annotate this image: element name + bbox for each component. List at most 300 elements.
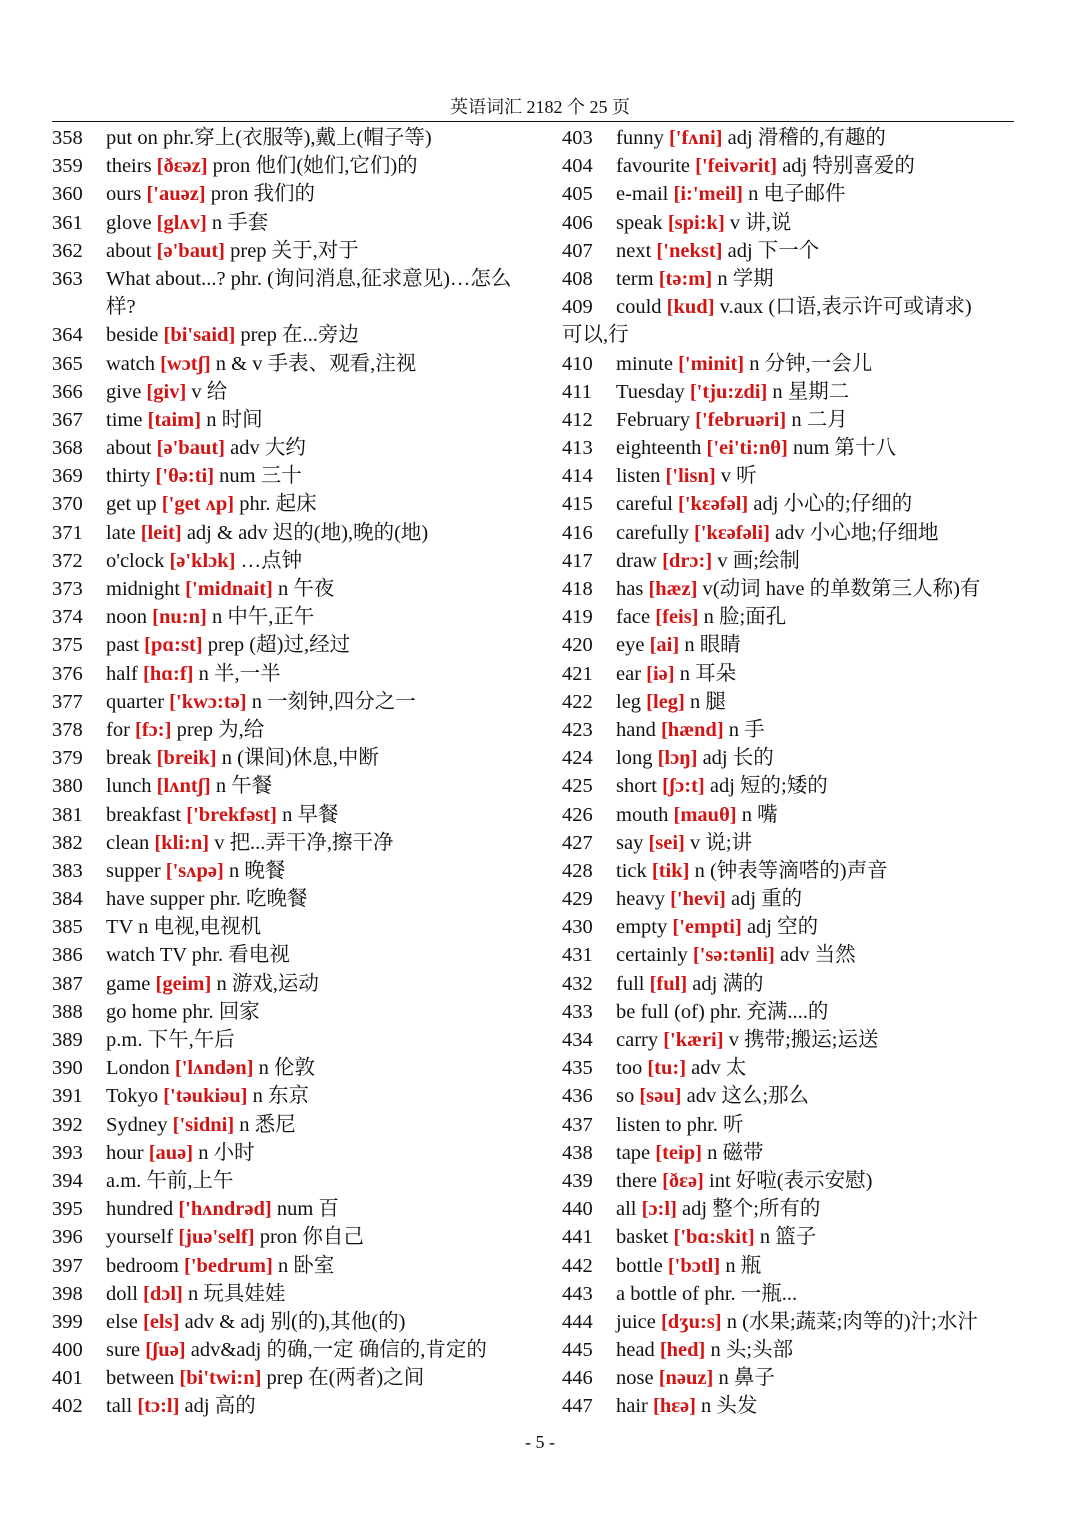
entry-gloss: adj 下一个 <box>727 239 820 262</box>
entry-word: favourite <box>616 155 690 178</box>
entry-gloss: n (水果;蔬菜;肉等的)汁;水汁 <box>726 1310 978 1333</box>
entry-gloss: adj 重的 <box>731 888 803 911</box>
entry-gloss: n 分钟,一会儿 <box>749 352 873 375</box>
entry-phonetic: [nu:n] <box>152 606 207 629</box>
entry-number: 380 <box>52 775 83 798</box>
entry-phonetic: [els] <box>143 1310 180 1333</box>
entry-phonetic: [dɔl] <box>143 1282 183 1305</box>
entry-number: 403 <box>562 127 593 149</box>
entry-text <box>106 1082 309 1110</box>
entry-gloss: phr. 听 <box>686 1113 744 1136</box>
entry-text <box>616 857 888 885</box>
vocab-entry <box>562 1392 1022 1420</box>
entry-phonetic: [tɔ:l] <box>137 1395 180 1418</box>
entry-gloss: n 东京 <box>252 1085 309 1108</box>
entry-gloss: n 头;头部 <box>710 1339 794 1362</box>
entry-word: so <box>616 1085 635 1108</box>
vocab-entry <box>52 857 527 885</box>
entry-text <box>106 744 379 772</box>
entry-word: get up <box>106 493 157 516</box>
vocab-entry <box>52 209 527 237</box>
entry-number: 358 <box>52 127 83 149</box>
entry-word: game <box>106 972 151 995</box>
entry-number: 399 <box>52 1310 83 1333</box>
entry-word: tape <box>616 1141 651 1164</box>
entry-gloss: adv&adj 的确,一定 确信的,肯定的 <box>190 1339 487 1362</box>
vocab-entry <box>562 1364 1022 1392</box>
entry-number: 402 <box>52 1395 83 1418</box>
entry-phonetic: ['kɛəfəl] <box>678 493 749 516</box>
entry-gloss: adj 长的 <box>702 747 774 770</box>
entry-phonetic: [geim] <box>155 972 212 995</box>
entry-number: 379 <box>52 747 83 770</box>
vocab-entry <box>562 434 1022 462</box>
entry-gloss: adv 大约 <box>230 437 306 460</box>
vocab-entry <box>562 1167 1022 1195</box>
entry-word: could <box>616 296 662 319</box>
vocab-entry <box>562 801 1022 829</box>
entry-number: 382 <box>52 831 83 854</box>
entry-phonetic: [ʃɔ:t] <box>662 775 705 798</box>
entry-gloss: 午前,上午 <box>146 1169 234 1192</box>
entry-word: else <box>106 1310 138 1333</box>
entry-phonetic: [ful] <box>649 972 688 995</box>
entry-text <box>616 575 980 603</box>
entry-phonetic: ['tju:zdi] <box>689 380 768 403</box>
entry-number: 411 <box>562 380 592 403</box>
entry-gloss: n 玩具娃娃 <box>188 1282 286 1305</box>
vocab-entry <box>562 970 1022 998</box>
vocab-entry <box>52 1167 527 1195</box>
vocab-entry <box>52 941 527 969</box>
entry-text <box>616 603 786 631</box>
entry-word: listen to <box>616 1113 682 1136</box>
entry-number: 377 <box>52 690 83 713</box>
vocab-entry <box>52 998 527 1026</box>
vocab-entry <box>52 265 527 321</box>
entry-number: 405 <box>562 183 593 206</box>
entry-phonetic: ['kwɔ:tə] <box>169 690 247 713</box>
entry-gloss: adj 滑稽的,有趣的 <box>727 127 886 149</box>
entry-gloss: n 电视,电视机 <box>138 916 262 939</box>
vocab-entry <box>52 1082 527 1110</box>
entry-phonetic: [juə'self] <box>178 1226 255 1249</box>
entry-text <box>106 1111 296 1139</box>
entry-word: long <box>616 747 653 770</box>
vocab-entry <box>52 631 527 659</box>
entry-number: 397 <box>52 1254 83 1277</box>
entry-text <box>616 1054 746 1082</box>
entry-text <box>106 716 264 744</box>
vocab-entry <box>52 885 527 913</box>
entry-text <box>106 406 263 434</box>
entry-gloss: adv 小心地;仔细地 <box>775 521 939 544</box>
entry-phonetic: ['feivərit] <box>695 155 778 178</box>
entry-phonetic: [leg] <box>646 690 685 713</box>
entry-word: leg <box>616 690 642 713</box>
entry-phonetic: [feis] <box>655 606 699 629</box>
vocab-entry <box>562 744 1022 772</box>
entry-text <box>616 1223 816 1251</box>
entry-word: sure <box>106 1339 141 1362</box>
entry-phonetic: [bi'said] <box>163 324 236 347</box>
entry-gloss: prep 关于,对于 <box>230 239 359 262</box>
entry-text <box>106 547 302 575</box>
entry-phonetic: [iə] <box>646 662 675 685</box>
entry-number: 393 <box>52 1141 83 1164</box>
entry-word: about <box>106 437 152 460</box>
entry-gloss: phr. 充满....的 <box>709 1000 829 1023</box>
entry-number: 412 <box>562 408 593 431</box>
vocab-entry <box>562 772 1022 800</box>
entry-word: glove <box>106 211 152 234</box>
entry-word: tall <box>106 1395 133 1418</box>
entry-text <box>106 857 285 885</box>
entry-gloss: n 腿 <box>690 690 726 713</box>
entry-gloss: n 嘴 <box>741 803 778 826</box>
entry-number: 367 <box>52 408 83 431</box>
entry-text <box>106 772 272 800</box>
entry-phonetic: [nəuz] <box>658 1367 714 1390</box>
vocab-entry <box>562 124 1022 152</box>
entry-text <box>616 1252 761 1280</box>
entry-word: between <box>106 1367 175 1390</box>
vocab-entry <box>52 519 527 547</box>
vocab-entry <box>562 1026 1022 1054</box>
entry-text <box>616 941 856 969</box>
entry-gloss: n 耳朵 <box>679 662 737 685</box>
vocab-entry <box>562 378 1022 406</box>
entry-number: 432 <box>562 972 593 995</box>
entry-word: o'clock <box>106 549 165 572</box>
entry-gloss: n 学期 <box>717 267 774 290</box>
entry-text <box>106 237 359 265</box>
vocab-entry <box>562 490 1022 518</box>
entry-word: watch <box>106 352 155 375</box>
entry-word: breakfast <box>106 803 182 826</box>
vocab-entry <box>52 547 527 575</box>
vocab-entry <box>52 1336 527 1364</box>
entry-text <box>106 1223 364 1251</box>
vocab-entry <box>562 547 1022 575</box>
entry-gloss: n 磁带 <box>707 1141 764 1164</box>
entry-text <box>106 998 260 1026</box>
entry-gloss: n 篮子 <box>759 1226 817 1249</box>
entry-word: face <box>616 606 651 629</box>
entry-word: too <box>616 1057 643 1080</box>
entry-phonetic: [spi:k] <box>667 211 725 234</box>
entry-phonetic: [glʌv] <box>156 211 207 234</box>
entry-word: hour <box>106 1141 144 1164</box>
entry-text <box>616 378 849 406</box>
entry-gloss: v(动词 have 的单数第三人称)有 <box>702 578 981 600</box>
entry-number: 400 <box>52 1339 83 1362</box>
entry-number: 376 <box>52 662 83 685</box>
entry-word: tick <box>616 859 647 882</box>
entry-number: 410 <box>562 352 593 375</box>
entry-number: 406 <box>562 211 593 234</box>
entry-phonetic: [tə:m] <box>658 267 713 290</box>
entry-gloss: adv & adj 别(的),其他(的) <box>184 1310 406 1333</box>
vocab-entry <box>52 1280 527 1308</box>
entry-gloss: phr. 吃晚餐 <box>209 888 308 911</box>
entry-number: 383 <box>52 859 83 882</box>
entry-gloss: pron 你自己 <box>259 1226 364 1249</box>
entry-number: 436 <box>562 1085 593 1108</box>
entry-number: 378 <box>52 718 83 741</box>
vocab-entry <box>562 1082 1022 1110</box>
entry-gloss: n 电子邮件 <box>748 183 846 206</box>
vocab-entry <box>562 1280 1022 1308</box>
entry-gloss: adv 当然 <box>779 944 856 967</box>
entry-gloss: n 二月 <box>791 408 848 431</box>
entry-word: give <box>106 380 142 403</box>
entry-number: 359 <box>52 155 83 178</box>
entry-word: heavy <box>616 888 665 911</box>
vocab-entry <box>562 631 1022 659</box>
entry-word: basket <box>616 1226 669 1249</box>
entry-word: time <box>106 408 143 431</box>
entry-word: late <box>106 521 136 544</box>
entry-number: 428 <box>562 859 593 882</box>
vocab-entry <box>52 829 527 857</box>
entry-word: thirty <box>106 465 151 488</box>
entry-number: 429 <box>562 888 593 911</box>
entry-word: minute <box>616 352 673 375</box>
vocab-entry <box>52 237 527 265</box>
entry-word: eighteenth <box>616 437 702 460</box>
entry-phonetic: [breik] <box>156 747 217 770</box>
entry-word: a.m. <box>106 1169 142 1192</box>
entry-word: hand <box>616 718 656 741</box>
entry-word: go home <box>106 1000 178 1023</box>
vocab-entry <box>52 321 527 349</box>
vocab-entry <box>562 406 1022 434</box>
entry-text <box>106 941 290 969</box>
entry-number: 438 <box>562 1141 593 1164</box>
entry-gloss: adj 高的 <box>184 1395 256 1418</box>
entry-word: all <box>616 1198 637 1221</box>
entry-number: 388 <box>52 1000 83 1023</box>
entry-number: 372 <box>52 549 83 572</box>
entry-text <box>616 265 774 293</box>
entry-text <box>106 631 350 659</box>
entry-text <box>106 1195 339 1223</box>
entry-phonetic: [fɔ:] <box>135 718 172 741</box>
entry-number: 371 <box>52 521 83 544</box>
vocab-entry <box>52 970 527 998</box>
entry-phonetic: [drɔ:] <box>662 549 713 572</box>
entry-gloss-continued: 可以,行 <box>562 324 629 347</box>
entry-gloss: n 眼睛 <box>684 634 741 657</box>
entry-word: clean <box>106 831 150 854</box>
entry-gloss: n 小时 <box>198 1141 255 1164</box>
entry-text <box>616 688 726 716</box>
entry-text <box>106 1336 487 1364</box>
entry-number: 422 <box>562 690 593 713</box>
entry-text <box>616 237 819 265</box>
entry-number: 420 <box>562 634 593 657</box>
entry-word: beside <box>106 324 159 347</box>
entry-phonetic: [kud] <box>666 296 715 319</box>
entry-phonetic: ['hevi] <box>670 888 726 911</box>
entry-number: 398 <box>52 1282 83 1305</box>
entry-number: 361 <box>52 211 83 234</box>
entry-gloss: v 给 <box>191 380 228 403</box>
entry-number: 394 <box>52 1169 83 1192</box>
entry-gloss: phr. 回家 <box>182 1000 260 1023</box>
entry-phonetic: [hæz] <box>648 578 698 600</box>
entry-gloss: n 晚餐 <box>228 859 286 882</box>
entry-phonetic: [hɛə] <box>653 1395 696 1418</box>
entry-gloss: adj 特别喜爱的 <box>782 155 915 178</box>
entry-word: juice <box>616 1310 656 1333</box>
entry-number: 404 <box>562 155 593 178</box>
entry-phonetic: [ə'baut] <box>156 437 225 460</box>
vocab-entry <box>562 1308 1022 1336</box>
entry-gloss: n 一刻钟,四分之一 <box>251 690 416 713</box>
entry-word: funny <box>616 127 664 149</box>
entry-text <box>616 829 752 857</box>
entry-text <box>616 1111 744 1139</box>
entry-phonetic: [lɔŋ] <box>657 747 698 770</box>
entry-number: 370 <box>52 493 83 516</box>
entry-gloss: 下午,午后 <box>147 1029 235 1052</box>
entry-word: e-mail <box>616 183 669 206</box>
entry-gloss: n 手套 <box>211 211 269 234</box>
entry-gloss: adj & adv 迟的(地),晚的(地) <box>186 521 429 544</box>
entry-gloss: n 卧室 <box>277 1254 335 1277</box>
entry-phonetic: ['midnait] <box>185 578 273 601</box>
entry-number: 439 <box>562 1169 593 1192</box>
entry-word: term <box>616 267 654 290</box>
entry-text <box>616 209 791 237</box>
vocab-entry <box>562 913 1022 941</box>
entry-text <box>106 462 302 490</box>
entry-phonetic: [ðɛə] <box>662 1169 704 1192</box>
entry-text <box>616 293 972 321</box>
entry-word: carry <box>616 1029 659 1051</box>
entry-text <box>616 462 757 490</box>
entry-text <box>106 660 281 688</box>
vocab-column-left <box>52 124 527 1421</box>
entry-word: p.m. <box>106 1029 143 1052</box>
entry-number: 375 <box>52 634 83 657</box>
entry-word: say <box>616 831 644 854</box>
entry-gloss: n 星期二 <box>772 380 850 403</box>
entry-phonetic: ['kæri] <box>663 1029 724 1051</box>
entry-number: 387 <box>52 972 83 995</box>
entry-number: 385 <box>52 916 83 939</box>
entry-gloss: phr. (询问消息,征求意见)…怎么样? <box>106 267 512 319</box>
entry-phonetic: [auə] <box>148 1141 194 1164</box>
vocab-entry <box>52 1139 527 1167</box>
entry-gloss: num 第十八 <box>792 437 897 460</box>
vocab-entry <box>562 265 1022 293</box>
header-rule <box>52 121 1014 122</box>
entry-phonetic: ['bɔtl] <box>667 1254 721 1277</box>
entry-gloss: n (课间)休息,中断 <box>221 747 379 770</box>
vocab-entry <box>562 998 1022 1026</box>
entry-number: 396 <box>52 1226 83 1249</box>
entry-text <box>106 490 317 518</box>
entry-number: 386 <box>52 944 83 967</box>
entry-word: careful <box>616 493 673 516</box>
entry-gloss: n 头发 <box>701 1395 758 1418</box>
entry-gloss: adj 小心的;仔细的 <box>753 493 913 516</box>
vocab-entry <box>562 575 1022 603</box>
entry-number: 369 <box>52 465 83 488</box>
entry-phonetic: [lʌntʃ] <box>156 775 211 798</box>
entry-word: a bottle of <box>616 1282 700 1305</box>
entry-phonetic: ['kɛəfəli] <box>693 521 770 544</box>
entry-text <box>106 321 359 349</box>
entry-number: 389 <box>52 1029 83 1052</box>
entry-gloss: adj 空的 <box>746 916 819 939</box>
entry-phonetic: [leit] <box>140 521 182 544</box>
entry-text <box>106 1308 405 1336</box>
entry-gloss: n 悉尼 <box>239 1113 296 1136</box>
entry-gloss: n 伦敦 <box>258 1057 316 1080</box>
entry-number: 362 <box>52 239 83 262</box>
entry-word: there <box>616 1169 657 1192</box>
entry-text <box>616 547 800 575</box>
entry-word: bottle <box>616 1254 663 1277</box>
entry-text <box>106 1167 234 1195</box>
vocab-entry <box>52 434 527 462</box>
entry-number: 417 <box>562 549 593 572</box>
entry-word: hundred <box>106 1198 174 1221</box>
entry-number: 434 <box>562 1029 593 1051</box>
entry-gloss: prep 在...旁边 <box>240 324 359 347</box>
entry-word: half <box>106 662 138 685</box>
entry-phonetic: ['get ʌp] <box>161 493 235 516</box>
entry-number: 415 <box>562 493 593 516</box>
entry-word: hair <box>616 1395 648 1418</box>
entry-text <box>106 1054 315 1082</box>
entry-number: 381 <box>52 803 83 826</box>
entry-gloss: v 说;讲 <box>690 831 753 854</box>
entry-gloss: adv 太 <box>691 1057 747 1080</box>
entry-phonetic: ['brekfəst] <box>186 803 277 826</box>
entry-gloss: n 手 <box>728 718 765 741</box>
vocab-entry <box>562 885 1022 913</box>
entry-text <box>616 1280 797 1308</box>
entry-word: TV <box>106 916 133 939</box>
entry-phonetic: [mauθ] <box>673 803 737 826</box>
entry-gloss: …点钟 <box>240 549 303 572</box>
entry-text <box>616 350 872 378</box>
entry-text <box>616 660 736 688</box>
entry-phonetic: ['sə:tənli] <box>692 944 775 967</box>
vocab-entry <box>562 829 1022 857</box>
entry-gloss: pron 他们(她们,它们)的 <box>212 155 418 178</box>
vocab-entry <box>562 603 1022 631</box>
entry-number: 395 <box>52 1198 83 1221</box>
entry-phonetic: ['θə:ti] <box>155 465 215 488</box>
vocab-entry <box>52 913 527 941</box>
entry-phonetic: ['bɑ:skit] <box>673 1226 755 1249</box>
page-number: - 5 - <box>525 1432 555 1452</box>
entry-word: draw <box>616 549 657 572</box>
entry-gloss: n 瓶 <box>725 1254 762 1277</box>
entry-number: 441 <box>562 1226 593 1249</box>
vocab-entry <box>52 180 527 208</box>
entry-text <box>616 772 828 800</box>
entry-number: 423 <box>562 718 593 741</box>
vocab-entry <box>562 660 1022 688</box>
entry-text <box>616 913 818 941</box>
